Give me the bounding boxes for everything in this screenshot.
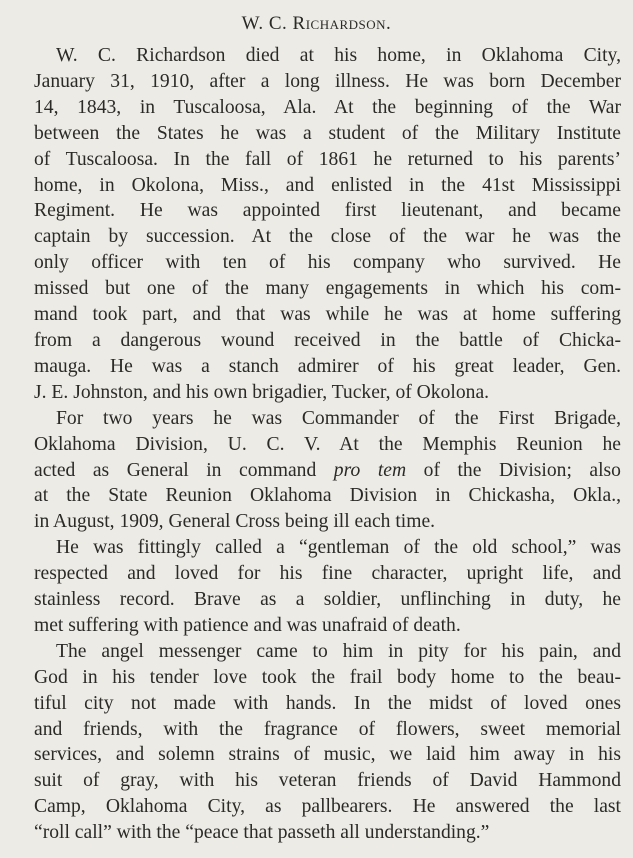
text-line: God in his tender love took the frail body home to the beau- — [34, 666, 621, 688]
text-line: met suffering with patience and was unafraid of death. — [34, 614, 461, 636]
text-line: missed but one of the many engagements in which his com- — [34, 278, 621, 300]
text-line: W. C. Richardson died at his home, in Oklahoma City, — [56, 45, 621, 66]
text-segment: acted as General in command — [34, 459, 317, 481]
paragraph-4 — [12, 639, 621, 846]
text-line: in August, 1909, General Cross being ill each time. — [34, 511, 436, 533]
text-line: captain by succession. At the close of the war he was the — [34, 226, 621, 248]
text-line: mand took part, and that was while he was at home suffering — [34, 304, 621, 326]
text-line: suit of gray, with his veteran friends of David Hammond — [34, 770, 621, 792]
text-segment: of the Division; also — [423, 459, 621, 481]
text-line: January 31, 1910, after a long illness. He was born December — [34, 70, 621, 92]
text-line: and friends, with the fragrance of flowers, sweet memorial — [34, 718, 621, 740]
text-line: services, and solemn strains of music, we laid him away in his — [34, 744, 621, 766]
text-line: between the States he was a student of the Military Institute — [34, 122, 621, 144]
text-line: at the State Reunion Oklahoma Division in Chickasha, Okla., — [34, 485, 621, 507]
title-surname: Richardson. — [292, 13, 392, 34]
title-initials: W. C. — [241, 13, 288, 34]
paragraph-3 — [12, 535, 621, 639]
text-line: The angel messenger came to him in pity for his pain, and — [56, 640, 621, 662]
text-line: mauga. He was a stanch admirer of his great leader, Gen. — [34, 355, 621, 377]
text-line-with-italic — [12, 458, 621, 484]
text-line: “roll call” with the “peace that passeth all understanding.” — [34, 822, 490, 844]
text-line: Oklahoma Division, U. C. V. At the Memphis Reunion he — [34, 433, 621, 455]
text-line: J. E. Johnston, and his own brigadier, Tucker, of Okolona. — [34, 381, 490, 403]
text-line: Camp, Oklahoma City, as pallbearers. He answered the last — [34, 796, 621, 818]
obituary-page — [12, 10, 621, 846]
text-line: home, in Okolona, Miss., and enlisted in the 41st Mississippi — [34, 174, 621, 196]
page-title — [12, 10, 621, 38]
text-line: For two years he was Commander of the First Brigade, — [56, 407, 621, 429]
text-line: tiful city not made with hands. In the midst of loved ones — [34, 692, 621, 714]
text-line: stainless record. Brave as a soldier, unflinching in duty, he — [34, 589, 621, 611]
text-line: only officer with ten of his company who survived. He — [34, 252, 621, 274]
paragraph-2 — [12, 406, 621, 536]
text-line: 14, 1843, in Tuscaloosa, Ala. At the beginning of the War — [34, 96, 621, 118]
text-line: Regiment. He was appointed first lieutenant, and became — [34, 200, 621, 222]
text-line: respected and loved for his fine character, upright life, and — [34, 563, 621, 585]
text-line: He was fittingly called a “gentleman of the old school,” was — [56, 537, 621, 559]
text-line: from a dangerous wound received in the battle of Chicka- — [34, 329, 621, 351]
paragraph-1 — [12, 43, 621, 406]
text-line: of Tuscaloosa. In the fall of 1861 he returned to his parents’ — [34, 148, 621, 170]
italic-phrase: pro tem — [333, 459, 407, 481]
